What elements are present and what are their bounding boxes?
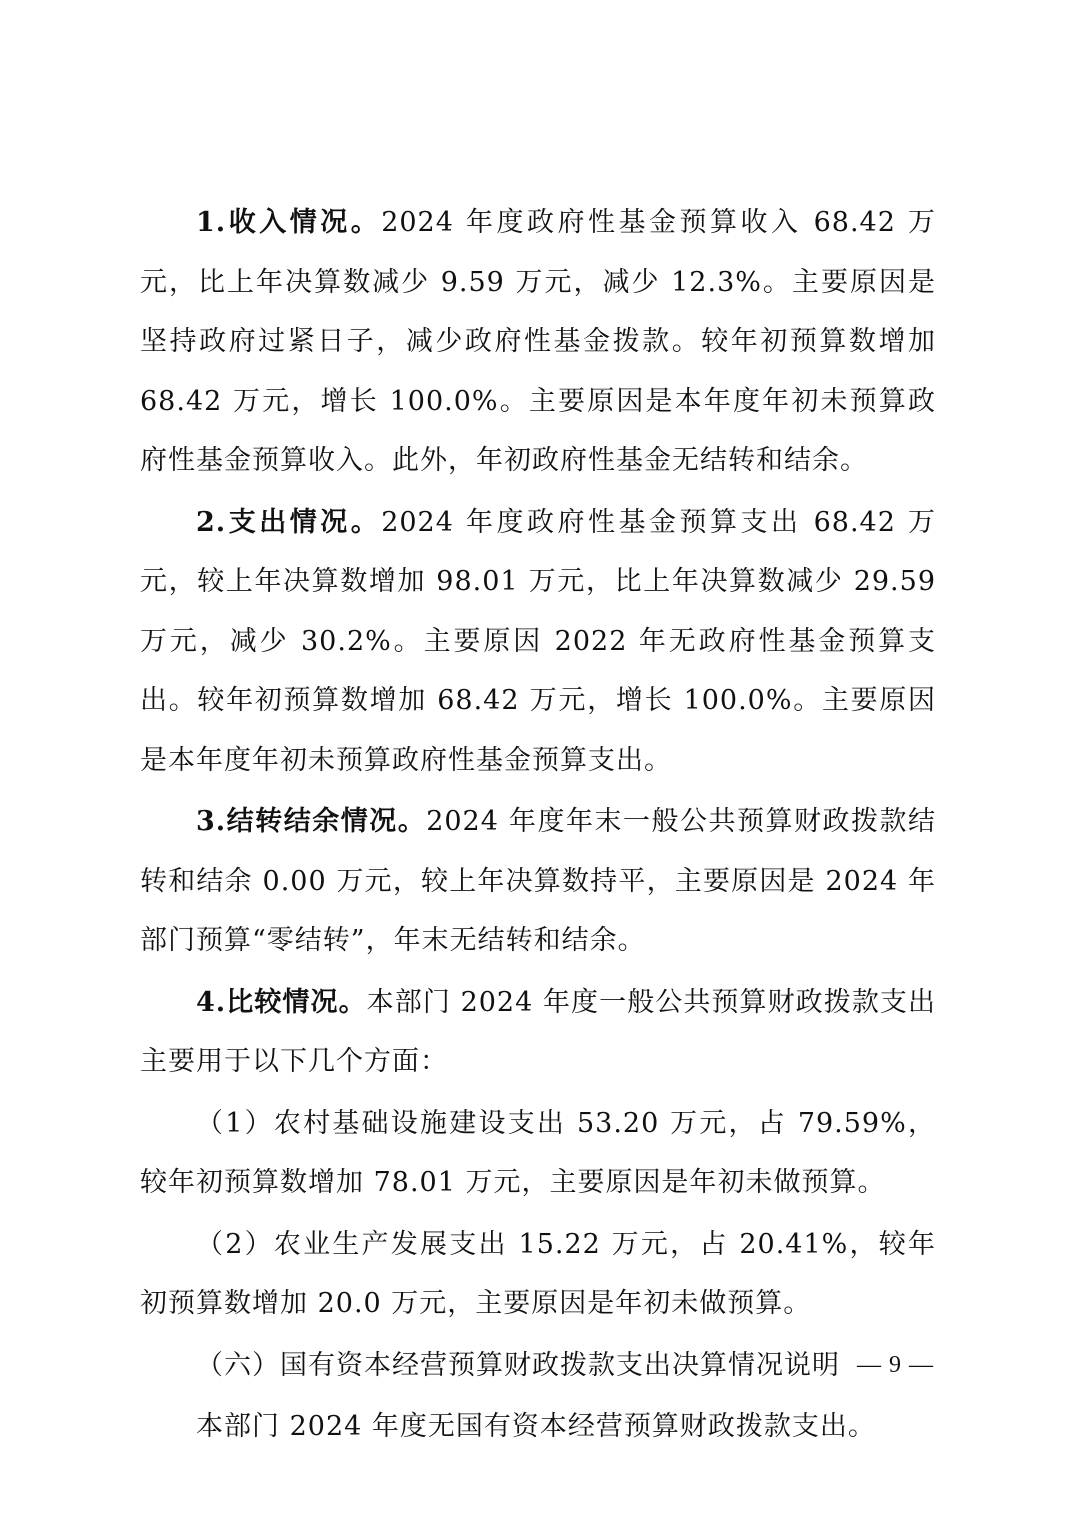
paragraph-comparison [140,973,936,1092]
paragraph-text: （1）农村基础设施建设支出 53.20 万元，占 79.59%，较年初预算数增加 78.01 万元，主要原因是年初未做预算。 [140,1107,936,1198]
paragraph-label: 4.比较情况。 [196,986,367,1018]
paragraph-income [140,193,936,491]
document-body [140,193,936,1459]
paragraph-text: （2）农业生产发展支出 15.22 万元，占 20.41%，较年初预算数增加 20.0 万元，主要原因是年初未做预算。 [140,1228,936,1319]
paragraph-carryover [140,792,936,971]
paragraph-text: 2024 年度政府性基金预算支出 68.42 万元，较上年决算数增加 98.01 万元，比上年决算数减少 29.59 万元，减少 30.2%。主要原因 2022 年无政府性基金预算支出。较年初预算数增加 68.42 万元，增长 100.0%。主要原因是本年度年初未预算政府性基金预算支出。 [140,506,936,776]
paragraph-text: 本部门 2024 年度一般公共预算财政拨款支出主要用于以下几个方面： [140,986,936,1077]
paragraph-text: 2024 年度政府性基金预算收入 68.42 万元，比上年决算数减少 9.59 万元，减少 12.3%。主要原因是坚持政府过紧日子，减少政府性基金拨款。较年初预算数增加 68.42 万元，增长 100.0%。主要原因是本年度年初未预算政府性基金预算收入。此外，年初政府性基金无结转和结余。 [140,207,936,476]
paragraph-label: 1.收入情况。 [196,207,382,238]
paragraph-text: 2024 年度年末一般公共预算财政拨款结转和结余 0.00 万元，较上年决算数持平，主要原因是 2024 年部门预算“零结转”，年末无结转和结余。 [140,806,937,956]
paragraph-item-2 [140,1215,936,1334]
page-number: — 9 — [857,1352,934,1378]
section-heading: （六）国有资本经营预算财政拨款支出决算情况说明 [196,1349,840,1381]
paragraph-label: 3.结转结余情况。 [196,806,427,837]
paragraph-label: 2.支出情况。 [196,506,382,538]
paragraph-expenditure [140,493,936,791]
section-text: 本部门 2024 年度无国有资本经营预算财政拨款支出。 [196,1411,876,1442]
paragraph-item-1 [140,1094,936,1213]
